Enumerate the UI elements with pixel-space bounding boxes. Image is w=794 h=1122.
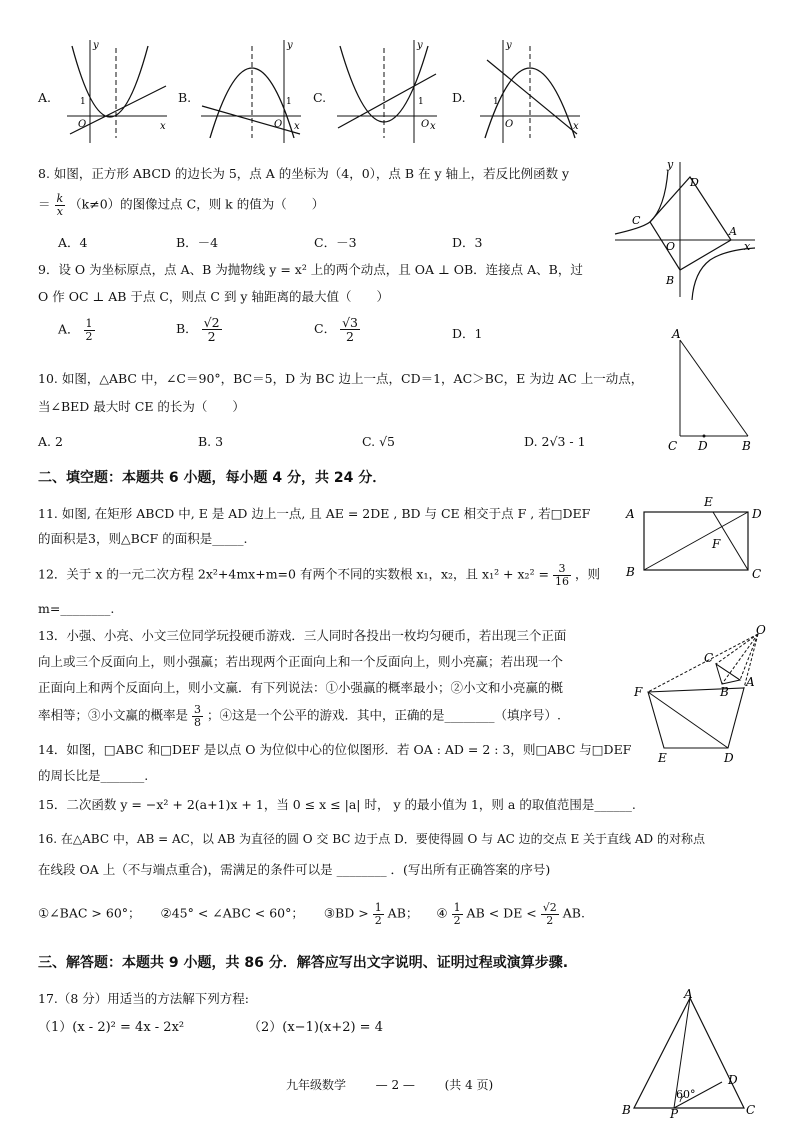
svg-text:D: D xyxy=(728,1073,738,1087)
q15-line1: 15．二次函数 y = −x² + 2(a+1)x + 1，当 0 ≤ x ≤ |a| 时， y 的最小值为 1，则 a 的取值范围是______. xyxy=(38,797,636,812)
svg-text:y: y xyxy=(667,158,674,171)
svg-text:F: F xyxy=(712,537,721,551)
one-label: 1 xyxy=(418,97,424,107)
q16-options: ①∠BAC > 60°； ②45° < ∠ABC < 60°； ③BD > $\frac{1}{2}$ AB； ④ $\frac{1}{2}$ AB < DE < $\frac{√2}{2}$ AB. xyxy=(38,901,585,927)
q10-line1: 10. 如图，△ABC 中，∠C＝90°，BC＝5，D 为 BC 边上一点，CD＝1，AC＞BC，E 为边 AC 上一动点， xyxy=(38,371,644,386)
svg-text:P: P xyxy=(670,1107,679,1118)
one-label: 1 xyxy=(286,97,292,107)
origin-label: O xyxy=(505,119,514,130)
q13-figure xyxy=(630,620,780,766)
q13-line1: 13．小强、小亮、小文三位同学玩投硬币游戏．三人同时各投出一枚均匀硬币，若出现三个正面 xyxy=(38,628,567,643)
q10-figure xyxy=(664,326,764,456)
q14-line1: 14．如图，□ABC 和□DEF 是以点 O 为位似中心的位似图形．若 OA : AD = 2 : 3，则□ABC 与□DEF xyxy=(38,742,632,757)
q9-choice-c: C． $\frac{√3}{2}$ xyxy=(314,315,358,345)
q12-line1: 12．关于 x 的一元二次方程 2x²+4mx+m=0 有两个不同的实数根 x₁，x₂，且 x₁² + x₂² = $\frac{3}{16}$ ，则 xyxy=(38,562,601,588)
q7-option-a-label: A. xyxy=(38,90,52,105)
q7-option-b-label: B. xyxy=(178,90,192,105)
q16-line1: 16. 在△ABC 中，AB = AC，以 AB 为直径的圆 O 交 BC 边于点 D．要使得圆 O 与 AC 边的交点 E 关于直线 AD 的对称点 xyxy=(38,832,705,846)
footer-subject: 九年级数学 xyxy=(286,1078,347,1092)
svg-text:D: D xyxy=(690,176,699,189)
svg-text:B: B xyxy=(622,1103,631,1117)
q16-opt4: ④ xyxy=(436,905,448,921)
q7-option-d-label: D. xyxy=(452,90,466,105)
axis-y-label: y xyxy=(93,40,99,51)
q11-figure xyxy=(620,492,770,584)
svg-text:C: C xyxy=(752,567,762,581)
one-label: 1 xyxy=(493,97,499,107)
section-2-heading: 二、填空题：本题共 6 小题，每小题 4 分，共 24 分． xyxy=(38,470,387,486)
q13-line3: 正面向上和两个反面向上，则小文赢．有下列说法：①小强赢的概率最小；②小文和小亮赢的概 xyxy=(38,680,564,695)
q16-opt2: ②45° < ∠ABC < 60°； xyxy=(160,905,304,921)
axis-x-label: x xyxy=(294,121,300,132)
svg-text:O: O xyxy=(666,240,676,253)
q8-choice-a: A．4 xyxy=(58,235,88,250)
q7-graph-a xyxy=(62,38,172,148)
origin-label: O xyxy=(421,119,430,130)
svg-text:A: A xyxy=(684,987,693,1001)
q7-graph-b xyxy=(196,38,306,148)
q9-choice-d: D．1 xyxy=(452,326,483,341)
svg-text:A: A xyxy=(729,225,737,238)
q11-line2: 的面积是3，则△BCF 的面积是_____. xyxy=(38,531,248,546)
q10-choice-a: A. 2 xyxy=(38,434,63,449)
svg-text:E: E xyxy=(658,751,667,765)
q8-choice-c: C．－3 xyxy=(314,235,357,250)
svg-text:B: B xyxy=(666,274,675,287)
q10-choice-b: B. 3 xyxy=(198,434,224,449)
q7-graph-c xyxy=(332,38,442,148)
q13-line4: 率相等；③小文赢的概率是 $\frac{3}{8}$ ；④这是一个公平的游戏．其中，正确的是________（填序号）. xyxy=(38,703,561,729)
q8-choice-b: B．－4 xyxy=(176,235,219,250)
q8-choice-d: D．3 xyxy=(452,235,483,250)
svg-text:60°: 60° xyxy=(676,1088,696,1101)
one-label: 1 xyxy=(80,97,86,107)
origin-label: O xyxy=(78,119,87,130)
q16-line2: 在线段 OA 上（不与端点重合)，需满足的条件可以是 ________ ．(写出所有正确答案的序号) xyxy=(38,862,551,877)
q12-line2: m=________. xyxy=(38,601,115,616)
q8-line2: ＝ $\frac{k}{x}$ （k≠0）的图像过点 C，则 k 的值为（ ） xyxy=(38,192,325,218)
svg-text:C: C xyxy=(668,439,678,453)
svg-text:D: D xyxy=(752,507,762,521)
q17-line1: 17.（8 分）用适当的方法解下列方程: xyxy=(38,991,250,1006)
q17-figure xyxy=(618,986,768,1118)
svg-text:C: C xyxy=(746,1103,756,1117)
origin-label: O xyxy=(274,119,283,130)
q17-eq2: （2）(x−1)(x+2) = 4 xyxy=(248,1020,383,1035)
q7-graph-d xyxy=(475,38,585,148)
svg-text:D: D xyxy=(698,439,708,453)
q16-opt1: ①∠BAC > 60°； xyxy=(38,905,141,921)
svg-text:C: C xyxy=(632,214,641,227)
axis-y-label: y xyxy=(506,40,512,51)
axis-x-label: x xyxy=(573,121,579,132)
svg-text:B: B xyxy=(720,685,729,699)
svg-text:C: C xyxy=(704,651,714,665)
q11-line1: 11. 如图, 在矩形 ABCD 中, E 是 AD 边上一点, 且 AE = 2DE , BD 与 CE 相交于点 F , 若□DEF xyxy=(38,506,591,521)
svg-text:B: B xyxy=(626,565,635,579)
q9-choice-a: A． $\frac{1}{2}$ xyxy=(58,317,93,343)
svg-text:B: B xyxy=(742,439,751,453)
svg-text:A: A xyxy=(626,507,635,521)
q9-line2: O 作 OC ⊥ AB 于点 C，则点 C 到 y 轴距离的最大值（ ） xyxy=(38,289,389,304)
q9-choice-b: B． $\frac{√2}{2}$ xyxy=(176,315,220,345)
svg-text:x: x xyxy=(744,240,751,253)
svg-text:A: A xyxy=(672,327,681,341)
axis-y-label: y xyxy=(417,40,423,51)
footer-page: — 2 — xyxy=(375,1078,415,1092)
q10-choice-c: C. √5 xyxy=(362,434,395,449)
svg-text:A: A xyxy=(746,675,755,689)
footer xyxy=(286,1078,493,1092)
svg-text:E: E xyxy=(704,495,713,509)
axis-y-label: y xyxy=(287,40,293,51)
section-3-heading: 三、解答题：本题共 9 小题，共 86 分．解答应写出文字说明、证明过程或演算步骤. xyxy=(38,955,569,971)
svg-text:O: O xyxy=(756,623,766,637)
q7-option-c-label: C. xyxy=(313,90,327,105)
q9-line1: 9．设 O 为坐标原点，点 A、B 为抛物线 y = x² 上的两个动点，且 OA ⊥ OB．连接点 A、B，过 xyxy=(38,262,583,277)
q10-choice-d: D. 2√3 - 1 xyxy=(524,434,586,449)
axis-x-label: x xyxy=(430,121,436,132)
q8-figure xyxy=(610,152,760,302)
footer-total: (共 4 页) xyxy=(444,1078,494,1092)
svg-text:F: F xyxy=(634,685,643,699)
q14-line2: 的周长比是_______. xyxy=(38,768,149,783)
svg-text:D: D xyxy=(724,751,734,765)
q8-line1: 8. 如图，正方形 ABCD 的边长为 5，点 A 的坐标为（4，0），点 B 在 y 轴上，若反比例函数 y xyxy=(38,166,570,181)
q17-eq1: （1）(x - 2)² = 4x - 2x² xyxy=(38,1020,185,1035)
q10-line2: 当∠BED 最大时 CE 的长为（ ） xyxy=(38,399,245,414)
q16-opt3: ③BD > xyxy=(323,905,369,921)
q13-line2: 向上或三个反面向上，则小强赢；若出现两个正面向上和一个反面向上，则小亮赢；若出现一个 xyxy=(38,654,564,669)
axis-x-label: x xyxy=(160,121,166,132)
